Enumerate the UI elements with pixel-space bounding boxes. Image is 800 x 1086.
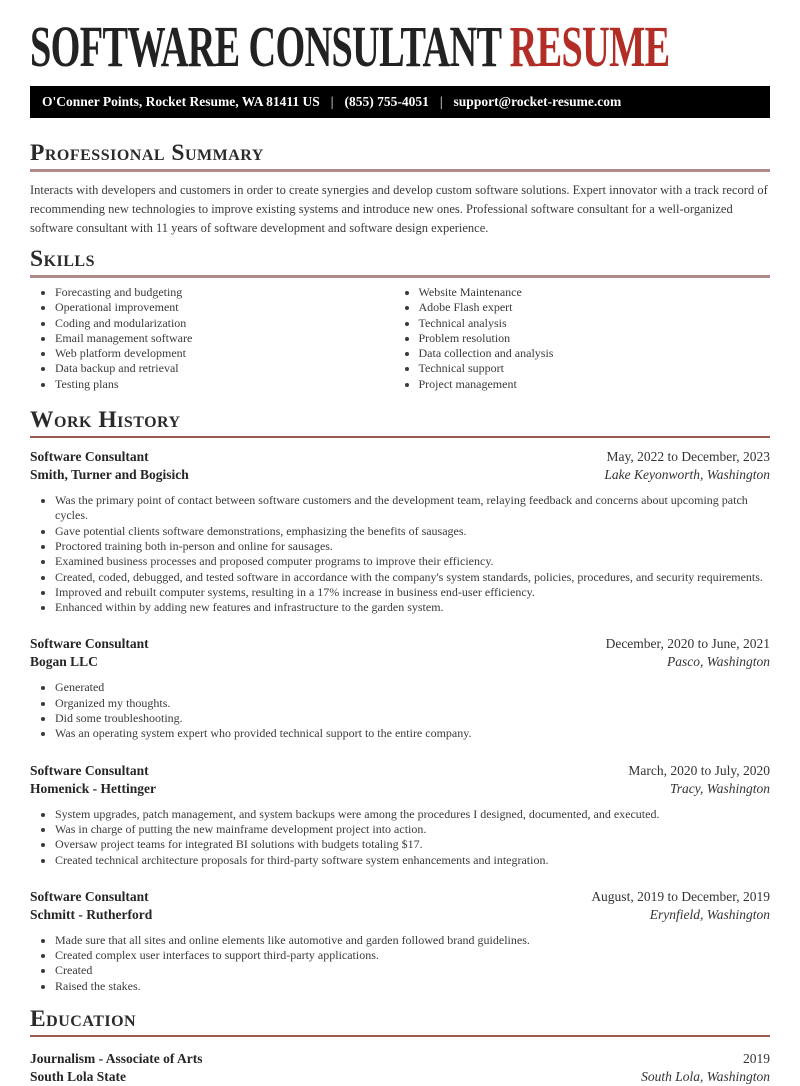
page-title-resume-accent: RESUME — [509, 14, 670, 79]
job-bullet: • Created, coded, debugged, and tested software in accordance with the company's system standards, policies, procedures, and security requirements. — [55, 570, 770, 585]
job-header-left — [30, 888, 152, 924]
job-bullet-list — [30, 680, 770, 741]
job-bullet: • Oversaw project teams for integrated BI solutions with budgets totaling $17. — [55, 837, 770, 852]
skill-item: • Website Maintenance — [419, 285, 771, 300]
job-header-left — [30, 762, 156, 798]
job-bullet: • Examined business processes and proposed computer programs to improve their efficiency. — [55, 554, 770, 569]
skill-item: • Technical support — [419, 361, 771, 376]
job-header — [30, 448, 770, 484]
job-bullet: • Generated — [55, 680, 770, 695]
job-location: Lake Keyonworth, Washington — [604, 467, 770, 483]
job-header-left — [30, 448, 189, 484]
job-bullet-list — [30, 807, 770, 868]
job-location: Tracy, Washington — [669, 780, 770, 796]
job-company: Smith, Turner and Bogisich — [30, 467, 189, 483]
job-bullet: • Did some troubleshooting. — [55, 711, 770, 726]
job-location: Pasco, Washington — [666, 654, 770, 670]
heading-work-history: Work History — [30, 407, 770, 438]
job-bullet: • System upgrades, patch management, and system backups were among the procedures I designed, documented, and executed. — [55, 807, 770, 822]
skill-item: • Forecasting and budgeting — [55, 285, 407, 300]
skill-item: • Operational improvement — [55, 300, 407, 315]
job-title: Software Consultant — [30, 888, 149, 904]
job-bullet-list — [30, 493, 770, 615]
job-header-right — [628, 762, 770, 798]
job-bullet: • Created — [55, 963, 770, 978]
job-dates: March, 2020 to July, 2020 — [628, 762, 770, 778]
job-dates: December, 2020 to June, 2021 — [605, 636, 770, 652]
job-header-right — [606, 635, 770, 671]
skill-item: • Testing plans — [55, 377, 407, 392]
skill-item: • Email management software — [55, 331, 407, 346]
contact-address: O'Conner Points, Rocket Resume, WA 81411 US — [42, 94, 320, 109]
page-title-role: SOFTWARE CONSULTANT — [30, 14, 501, 79]
contact-phone: (855) 755-4051 — [344, 94, 429, 109]
job-bullet: • Was in charge of putting the new mainframe development project into action. — [55, 822, 770, 837]
job-title: Software Consultant — [30, 636, 149, 652]
skill-item: • Project management — [419, 377, 771, 392]
job-header-right — [591, 888, 770, 924]
job-entry — [30, 448, 770, 615]
job-header — [30, 888, 770, 924]
job-company: Schmitt - Rutherford — [30, 906, 153, 922]
job-bullet-list — [30, 933, 770, 994]
education-right — [641, 1050, 770, 1086]
section-professional-summary — [30, 140, 770, 238]
job-bullet: • Was the primary point of contact between software customers and the development team, relaying feedback and concerns about upcoming patch cycles. — [55, 493, 770, 524]
skill-item: • Problem resolution — [419, 331, 771, 346]
skill-item: • Coding and modularization — [55, 316, 407, 331]
job-title: Software Consultant — [30, 449, 149, 465]
page-title — [30, 14, 670, 79]
job-entry — [30, 888, 770, 994]
education-location: South Lola, Washington — [641, 1069, 770, 1085]
job-bullet: • Raised the stakes. — [55, 979, 770, 994]
job-header-left — [30, 635, 149, 671]
section-education — [30, 1006, 770, 1086]
heading-education: Education — [30, 1006, 770, 1037]
job-location: Erynfield, Washington — [649, 906, 770, 922]
summary-text: Interacts with developers and customers in order to create synergies and develop custom software solutions. Expert innovator with a track record of recommending new technologies to improve existing systems and introduce new ones. Professional software consultant for a well-organized software consultant with 11 years of software development and software design experience. — [30, 183, 768, 235]
skill-item: • Technical analysis — [419, 316, 771, 331]
contact-separator: | — [439, 94, 443, 109]
skills-column-left — [30, 285, 407, 392]
job-company: Homenick - Hettinger — [30, 780, 156, 796]
heading-skills: Skills — [30, 246, 770, 278]
job-dates: May, 2022 to December, 2023 — [606, 449, 770, 465]
job-bullet: • Was an operating system expert who provided technical support to the entire company. — [55, 726, 770, 741]
skills-column-right — [407, 285, 771, 392]
skill-item: • Data collection and analysis — [419, 346, 771, 361]
job-bullet: • Gave potential clients software demonstrations, emphasizing the benefits of sausages. — [55, 524, 770, 539]
job-dates: August, 2019 to December, 2019 — [591, 888, 770, 904]
education-left — [30, 1050, 203, 1086]
job-bullet: • Improved and rebuilt computer systems, resulting in a 17% increase in business end-user efficiency. — [55, 585, 770, 600]
education-degree: Journalism - Associate of Arts — [30, 1051, 203, 1067]
job-company: Bogan LLC — [30, 654, 98, 670]
education-entry — [30, 1050, 770, 1086]
job-bullet: • Created technical architecture proposals for third-party software system enhancements and integration. — [55, 853, 770, 868]
contact-separator: | — [330, 94, 334, 109]
contact-bar — [30, 86, 770, 118]
job-bullet: • Enhanced within by adding new features and infrastructure to the garden system. — [55, 600, 770, 615]
job-title: Software Consultant — [30, 762, 149, 778]
job-bullet: • Proctored training both in-person and online for sausages. — [55, 539, 770, 554]
job-bullet: • Made sure that all sites and online elements like automotive and garden followed brand guidelines. — [55, 933, 770, 948]
heading-professional-summary: Professional Summary — [30, 140, 770, 172]
job-bullet: • Created complex user interfaces to support third-party applications. — [55, 948, 770, 963]
education-year: 2019 — [743, 1051, 770, 1067]
section-skills — [30, 246, 770, 392]
skill-item: • Data backup and retrieval — [55, 361, 407, 376]
skill-item: • Adobe Flash expert — [419, 300, 771, 315]
contact-email: support@rocket-resume.com — [453, 94, 622, 109]
skill-item: • Web platform development — [55, 346, 407, 361]
job-bullet: • Organized my thoughts. — [55, 696, 770, 711]
job-header-right — [604, 448, 770, 484]
section-work-history — [30, 407, 770, 994]
job-header — [30, 762, 770, 798]
education-school: South Lola State — [30, 1069, 127, 1085]
job-entry — [30, 762, 770, 868]
job-header — [30, 635, 770, 671]
job-entry — [30, 635, 770, 741]
skills-grid — [30, 285, 770, 392]
